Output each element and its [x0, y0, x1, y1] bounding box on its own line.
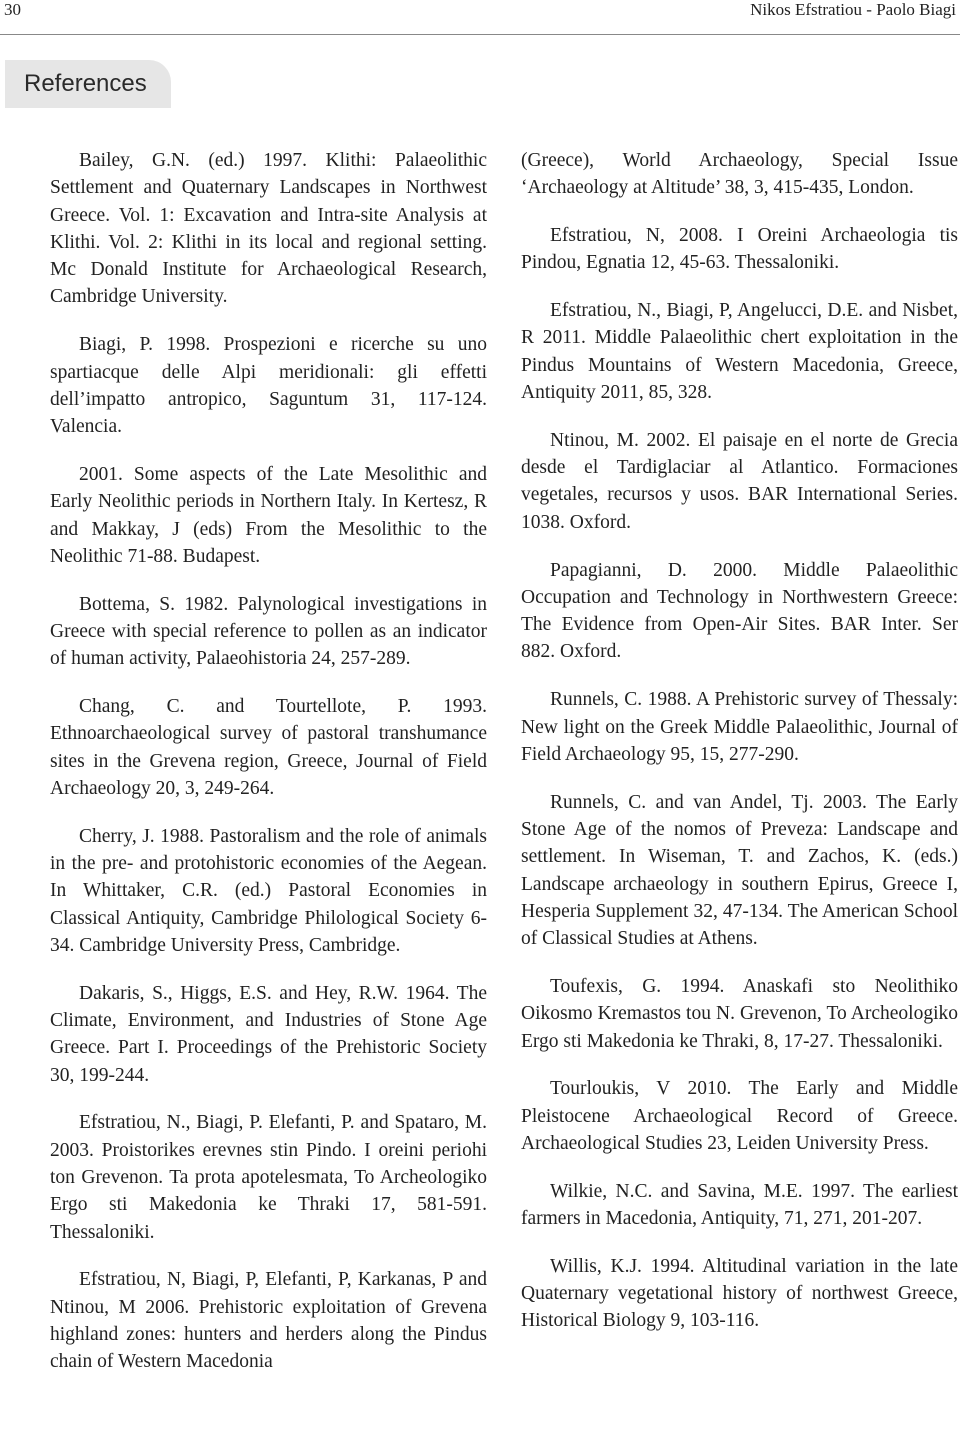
reference-entry: Papagianni, D. 2000. Middle Palaeolithic Occupation and Technology in Northwestern Greece: The Evidence from Open-Air Sites. BAR Inter. Ser 882. Oxford.	[521, 559, 958, 663]
references-column-right	[521, 147, 958, 1355]
header-divider	[0, 34, 960, 35]
reference-entry: Wilkie, N.C. and Savina, M.E. 1997. The earliest farmers in Macedonia, Antiquity, 71, 271, 201-207.	[521, 1180, 958, 1229]
reference-entry: Toufexis, G. 1994. Anaskafi sto Neolithiko Oikosmo Kremastos tou N. Grevenon, To Archeologiko Ergo sti Makedonia ke Thraki, 8, 17-27. Thessaloniki.	[521, 975, 958, 1052]
reference-entry: Runnels, C. and van Andel, Tj. 2003. The Early Stone Age of the nomos of Preveza: Landscape and settlement. In Wiseman, T. and Zachos, K. (eds.) Landscape archaeology in southern Epirus, Greece I, Hesperia Supplement 32, 47-134. The American School of Classical Studies at Athens.	[521, 791, 958, 950]
reference-entry: Biagi, P. 1998. Prospezioni e ricerche su uno spartiacque delle Alpi meridionali: gli effetti dell’impatto antropico, Saguntum 31, 117-124. Valencia.	[50, 334, 487, 438]
references-column-left	[50, 147, 487, 1396]
reference-entry: Cherry, J. 1988. Pastoralism and the role of animals in the pre- and protohistoric economies of the Aegean. In Whittaker, C.R. (ed.) Pastoral Economies in Classical Antiquity, Cambridge Philological Society 6-34. Cambridge University Press, Cambridge.	[50, 825, 487, 956]
reference-entry-continued: (Greece), World Archaeology, Special Issue ‘Archaeology at Altitude’ 38, 3, 415-435, London.	[521, 150, 958, 199]
reference-entry: Efstratiou, N, 2008. I Oreini Archaeologia tis Pindou, Egnatia 12, 45-63. Thessaloniki.	[521, 225, 958, 274]
page-number: 30	[4, 0, 21, 19]
reference-entry: Efstratiou, N., Biagi, P, Angelucci, D.E. and Nisbet, R 2011. Middle Palaeolithic chert exploitation in the Pindus Mountains of Western Macedonia, Greece, Antiquity 2011, 85, 328.	[521, 300, 958, 404]
page-header	[0, 0, 960, 34]
reference-entry: Bailey, G.N. (ed.) 1997. Klithi: Palaeolithic Settlement and Quaternary Landscapes in Northwest Greece. Vol. 1: Excavation and Intra-site Analysis at Klithi. Vol. 2: Klithi in its local and regional setting. Mc Donald Institute for Archaeological Research, Cambridge University.	[50, 150, 487, 308]
reference-entry: Tourloukis, V 2010. The Early and Middle Pleistocene Archaeological Record of Greece. Archaeological Studies 23, Leiden University Press.	[521, 1078, 958, 1154]
reference-entry: Dakaris, S., Higgs, E.S. and Hey, R.W. 1964. The Climate, Environment, and Industries of Stone Age Greece. Part I. Proceedings of the Prehistoric Society 30, 199-244.	[50, 982, 487, 1086]
reference-entry: Bottema, S. 1982. Palynological investigations in Greece with special reference to pollen as an indicator of human activity, Palaeohistoria 24, 257-289.	[50, 593, 487, 670]
reference-entry: Willis, K.J. 1994. Altitudinal variation in the late Quaternary vegetational history of northwest Greece, Historical Biology 9, 103-116.	[521, 1255, 958, 1332]
reference-entry: Efstratiou, N., Biagi, P. Elefanti, P. and Spataro, M. 2003. Proistorikes erevnes stin Pindo. I oreini periohi ton Grevenon. Ta prota apotelesmata, To Archeologiko Ergo sti Makedonia ke Thraki 17, 581-591. Thessaloniki.	[50, 1112, 487, 1243]
reference-entry: 2001. Some aspects of the Late Mesolithic and Early Neolithic periods in Northern Italy. In Kertesz, R and Makkay, J (eds) From the Mesolithic to the Neolithic 71-88. Budapest.	[50, 463, 487, 567]
reference-entry: Ntinou, M. 2002. El paisaje en el norte de Grecia desde el Tardiglaciar al Atlantico. Formaciones vegetales, recursos y usos. BAR International Series. 1038. Oxford.	[521, 429, 958, 533]
running-title: Nikos Efstratiou - Paolo Biagi	[750, 0, 956, 19]
reference-entry: Runnels, C. 1988. A Prehistoric survey of Thessaly: New light on the Greek Middle Palaeolithic, Journal of Field Archaeology 95, 15, 277-290.	[521, 689, 958, 765]
section-title: References	[5, 60, 171, 108]
reference-entry: Chang, C. and Tourtellote, P. 1993. Ethnoarchaeological survey of pastoral transhumance sites in the Grevena region, Greece, Journal of Field Archaeology 20, 3, 249-264.	[50, 696, 487, 799]
reference-entry: Efstratiou, N, Biagi, P, Elefanti, P, Karkanas, P and Ntinou, M 2006. Prehistoric exploitation of Grevena highland zones: hunters and herders along the Pindus chain of Western Macedonia	[50, 1269, 487, 1373]
